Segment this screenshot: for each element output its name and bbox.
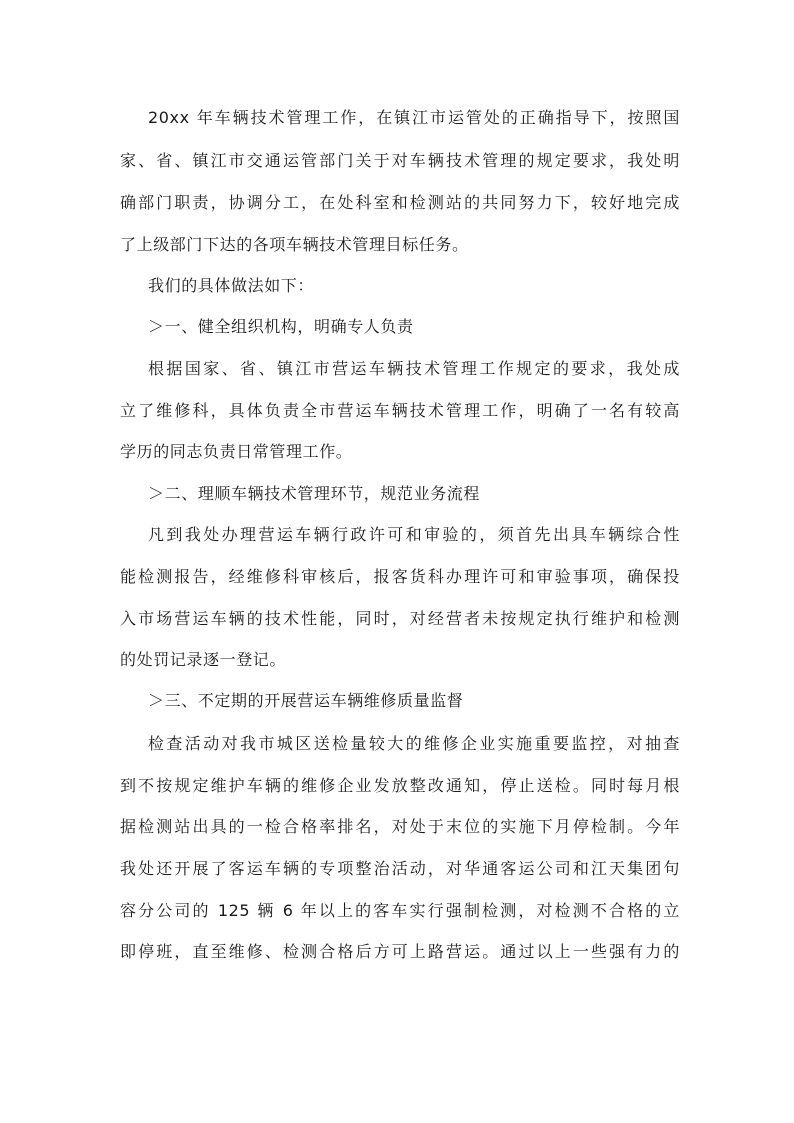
text-line: 20xx 年车辆技术管理工作，在镇江市运管处的正确指导下，按照国 bbox=[148, 108, 680, 127]
text-line: 立了维修科，具体负责全市营运车辆技术管理工作，明确了一名有较高 bbox=[120, 401, 680, 420]
text-line: 了上级部门下达的各项车辆技术管理目标任务。 bbox=[120, 235, 469, 254]
text-line: 据检测站出具的一检合格率排名，对处于末位的实施下月停检制。今年 bbox=[120, 817, 680, 836]
text-line: 能检测报告，经维修科审核后，报客货科办理许可和审验事项，确保投 bbox=[120, 567, 680, 586]
text-line: 检查活动对我市城区送检量较大的维修企业实施重要监控，对抽查 bbox=[148, 734, 680, 753]
section-heading: ＞一、健全组织机构，明确专人负责 bbox=[148, 317, 414, 336]
text-line: 容分公司的 125 辆 6 年以上的客车实行强制检测，对检测不合格的立 bbox=[120, 901, 680, 920]
text-line: 凡到我处办理营运车辆行政许可和审验的，须首先出具车辆综合性 bbox=[148, 525, 680, 544]
section-heading: ＞三、不定期的开展营运车辆维修质量监督 bbox=[148, 691, 464, 710]
text-line: 家、省、镇江市交通运管部门关于对车辆技术管理的规定要求，我处明 bbox=[120, 151, 680, 170]
text-line: 根据国家、省、镇江市营运车辆技术管理工作规定的要求，我处成 bbox=[148, 359, 680, 378]
text-line: 我处还开展了客运车辆的专项整治活动，对华通客运公司和江天集团句 bbox=[120, 859, 680, 878]
text-line: 到不按规定维护车辆的维修企业发放整改通知，停止送检。同时每月根 bbox=[120, 776, 680, 795]
text-line: 我们的具体做法如下： bbox=[148, 276, 315, 295]
section-heading: ＞二、理顺车辆技术管理环节，规范业务流程 bbox=[148, 484, 481, 503]
text-line: 学历的同志负责日常管理工作。 bbox=[120, 442, 353, 461]
text-line: 的处罚记录逐一登记。 bbox=[120, 650, 287, 669]
text-line: 确部门职责，协调分工，在处科室和检测站的共同努力下，较好地完成 bbox=[120, 193, 680, 212]
text-line: 入市场营运车辆的技术性能，同时，对经营者未按规定执行维护和检测 bbox=[120, 609, 680, 628]
text-line: 即停班，直至维修、检测合格后方可上路营运。通过以上一些强有力的 bbox=[120, 942, 680, 961]
